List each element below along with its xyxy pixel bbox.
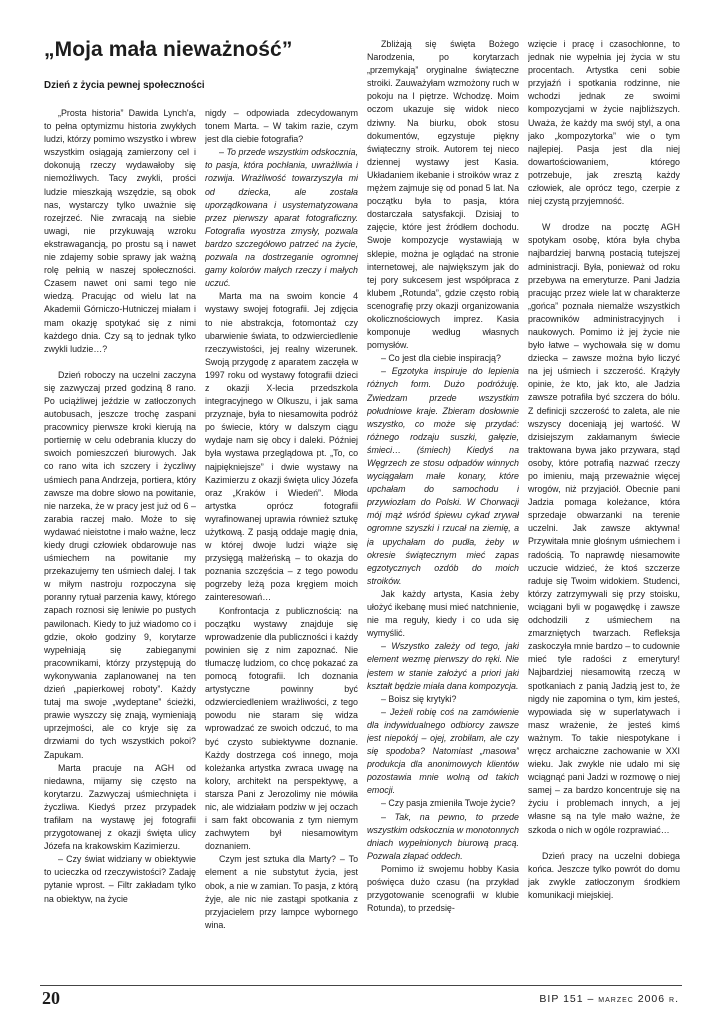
paragraph: nigdy – odpowiada zdecydowanym tonem Marta. – W takim razie, czym jest dla ciebie fotografia?	[205, 108, 358, 145]
paragraph: Zbliżają się święta Bożego Narodzenia, po korytarzach „przemykają” oryginalne świąteczne stroiki. Zauważyłam wzmożony ruch w pokoju na I piętrze. Wchodzę. Moim oczom ukazuje się widok nieco dziwny. Na biurku, obok stosu dokumentów, egzystuje piękny świąteczny stroik. Autorem tej nieco dziennej wystawy jest Kasia. Układaniem ikebanie i stroików wraz z mężem zajmuje się od ponad 5 lat. Na początku była to pasja, która dostarczała satysfakcji. Dzisiaj to zajęcie, które jest źródłem dochodu. Swoje kompozycje wystawiają w sklepie, można je oglądać na stronie internetowej, ale największym jak do tej pory sukcesem jest współpraca z klubem „Rotunda”, gdzie często robią scenografię przy okazji organizowania okolicznościowych imprez. Kasia komponuje według własnych pomysłów.	[367, 39, 519, 351]
text-column-4	[528, 38, 680, 971]
article-title: „Moja mała nieważność”	[44, 38, 293, 61]
paragraph: – Boisz się krytyki?	[381, 693, 457, 704]
article-subtitle: Dzień z życia pewnej społeczności	[44, 80, 205, 91]
paragraph: Jak każdy artysta, Kasia żeby ułożyć ikebanę musi mieć natchnienie, nie ma reguły, kiedy i co uda się wymyślić.	[367, 588, 519, 639]
paragraph: Pomimo iż swojemu hobby Kasia poświęca dużo czasu (na przykład przygotowanie scenografii w klubie Rotunda), to przedsię-	[367, 863, 519, 914]
paragraph: – Czy pasja zmieniła Twoje życie?	[381, 798, 516, 809]
paragraph: – Tak, na pewno, to przede wszystkim odskocznia w monotonnych dniach wypełnionych biurową pracą. Pozwala złapać oddech.	[367, 811, 519, 861]
footer-rule	[40, 985, 682, 986]
text-column-1	[44, 107, 196, 971]
paragraph: – To przede wszystkim odskocznia, to pasja, która pochłania, uwrażliwia i rozwija. Wrażliwość towarzyszyła mi od dziecka, ale została uporządkowana i usystematyzowana przez pierwszy aparat fotograficzny. Fotografia wyostrza zmysły, pozwala bardzo szczegółowo patrzeć na życie, pozwala na dostrzeganie ogromnej gamy kolorów małych rzeczy i małych uczuć.	[205, 147, 358, 289]
page-number: 20	[42, 988, 60, 1008]
paragraph: W drodze na pocztę AGH spotykam osobę, która była chyba najbardziej barwną postacią tutejszej administracji. Była, ponieważ od roku przebywa na emeryturze. Pani Jadzia pracując przez wiele lat w charakterze „gońca” poznała niemalże wszystkich pracowników administracyjnych i naukowych. Pomimo iż jej życie nie było łatwe – wychowała się w domu dziecka – zawsze można było liczyć na jej uśmiech i szczerość. Krążyły opinie, że kto, jak kto, ale Jadzia zawsze potrafiła być szczera do bólu. Z definicji szczerość to zaleta, ale nie wszyscy doceniają jej wartość. W dzisiejszym zakłamanym świecie traktowana bywa jako przywara, stąd osoby, które potrafią nazwać rzeczy po imieniu, mają przeważnie więcej wrogów, niż przyjaciół. Obecnie pani Jadzia pomaga koleżance, która sprzedaje obwarzanki na terenie uczelni. Jak zawsze aktywna! Przywitała mnie głośnym uśmiechem i radością. To naprawdę niesamowite uczucie widzieć, że ktoś szczerze raduje się Twoim widokiem. Studenci, którzy zatrzymywali się przy stoisku, wciągani byli w pogawędkę i zawsze odchodzili z uśmiechem na zmarzniętych twarzach. Refleksja zaskoczyła mnie bardzo – to cudownie mieć tyle radości z emerytury! Najbardziej niesamowitą rzeczą w spotkaniach z panią Jadzią jest to, że nigdy nie zapomina o tym, kim jesteś, wypowiada się w superlatywach i masz wrażenie, że jesteś kimś ważnym. To takie niespotykane i wręcz archaiczne zachowanie w XXI wieku. Jak zwykle nie udało mi się wciągnąć pani Jadzi w rozmowę o niej samej – za bardzo koncentruje się na życiu i problemach innych, a jej własne są na tyle mało ważne, że szkoda o nich w ogóle rozprawiać…	[528, 222, 680, 835]
paragraph: – Co jest dla ciebie inspiracją?	[381, 353, 501, 364]
paragraph: wzięcie i pracę i czasochłonne, to jednak nie wypełnia jej życia w stu procentach. Artystka ceni sobie przyjaźń i spotkania rodzinne, nie wchodzi jednak ze swoimi kompozycjami w życie najbliższych. Uważa, że każdy ma swój styl, a ona jako „kompozytorka” wie o tym najlepiej. Pasja jest dla niej dowartościowaniem, którego potrzebuje, jak zresztą każdy człowiek, ale oprócz tego, czerpie z niej czystą przyjemność.	[528, 39, 680, 207]
text-column-2	[205, 107, 358, 971]
paragraph: Dzień roboczy na uczelni zaczyna się zazwyczaj przed godziną 8 rano. Po uciążliwej jeździe w zatłoczonych autobusach, jeszcze trochę zaspani pracownicy pierwsze kroki kierują na portiernię w celu odebrania kluczy do swoich pomieszczeń biurowych. Jak co rano wita ich szczery i życzliwy uśmiech pana Andrzeja, portiera, który zawsze ma dobre słowo na powitanie, nie narzeka, że w pracy jest już od 6 – zarabia raczej mało. Może to się wydawać nieistotne i mało ważne, lecz kiedy drugi człowiek obdarowuje nas uśmiechem na powitanie my przekazujemy ten uśmiech dalej. I tak w miłym nastroju rozpoczyna się poranny rytuał parzenia kawy, którego zapach roznosi się leniwie po pustych pawilonach. Kiedy to już wiadomo co i gdzie, około godziny 9, korytarze wypełniają się zabieganymi pracownikami, którzy przystępują do wykonywania zaplanowanej na ten dzień „papierkowej roboty”. Każdy tutaj ma swoje „wydeptane” ścieżki, prawie wyszczy się znają, wymieniają uprzejmości, ale co kryje się za drzwiami do tych wszystkich pokoi? Zapukam.	[44, 369, 196, 760]
paragraph: Czym jest sztuka dla Marty? – To element a nie substytut życia, jest obok, a nie w zamian. To pasja, z którą żyje, ale nic nie zastąpi spotkania z przyjacielem przy lampce wybornego wina.	[205, 854, 358, 930]
text-column-3	[367, 38, 519, 971]
paragraph: – Czy świat widziany w obiektywie to ucieczka od rzeczywistości? Zadaję pytanie wprost. – Filtr zakładam tylko na obiektyw, na życie	[44, 854, 196, 904]
paragraph: – Jeżeli robię coś na zamówienie dla indywidualnego odbiorcy zawsze jest niepokój – ojej, zrobiłam, ale czy się spodoba? Natomiast „masowa” produkcja dla anonimowych klientów pozostawia mnie wolną od takich emocji.	[367, 706, 519, 796]
footer-publication: BIP 151 – marzec 2006 r.	[539, 993, 679, 1005]
paragraph: – Egzotyka inspiruje do lepienia różnych form. Dużo podróżuję. Zwiedzam przede wszystkim południowe kraje. Zbieram dosłownie wszystko, co może się przydać: różnego rodzaju suszki, gałęzie, śmieci… (śmiech) Kiedyś na Węgrzech ze stosu odpadów winnych wyciągałam małe konary, które upchałam do samochodu i przywiozłam do Polski. W Chorwacji mój mąż wśród śpiewu cykad zrywał ogromne szyszki i rzucał na ziemię, a ja upychałam do pudła, żeby w okresie świątecznym mieć zapas egzotycznych ozdób do moich stroików.	[367, 366, 519, 586]
paragraph: „Prosta historia” Dawida Lynch'a, to pełna optymizmu historia zwykłych ludzi, którzy pomimo wszystko i wbrew wszystkim osiągają zamierzony cel i dokonują rzeczy wydawałoby się niemożliwych. Tacy zwykli, prości ludzie mieszkają wszędzie, są obok nas, wystarczy tylko uważnie się rozejrzeć. Nie zwracają na siebie uwagi, nie przykuwają wzroku ekstrawagancją, po prostu są i nawet nie zdajemy sobie sprawy jak ważną rolę pełnią w naszej społeczności. Czasem nawet oni sami tego nie wiedzą. Pracując od wielu lat na Akademii Górniczo-Hutniczej miałam i mam okazję spotykać się z nimi każdego dnia. Czy są to jednak tylko zwykli ludzie…?	[44, 108, 196, 354]
paragraph: Marta ma na swoim koncie 4 wystawy swojej fotografii. Jej zdjęcia to nie abstrakcja, fotomontaż czy ubarwienie świata, to odzwierciedlenie rzeczywistości, jej realny wizerunek. Swoją przygodę z aparatem zaczęła w 1997 roku od wystawy fotografii dzieci z okazji X-lecia przedszkola integracyjnego w Olkuszu, i jak sama przyznaje, była to niesamowita podróż po świecie, który w dalszym ciągu wydaje nam się obcy i daleki. Później była wystawa przeglądowa pt. „To, co najpiękniejsze” i dwie wystawy na Kazimierzu z okazji święta ulicy Józefa oraz „Kraków i Wiedeń”. Młoda artystka oprócz fotografii wyrafinowanej uprawia również sztukę użytkową. Z pasją oddaje magię dnia, w której dwoje ludzi wiąże się przysięgą małżeńską – to okazja do poznania szczęścia – z tego powodu pogrzeby leżą poza kręgiem moich zainteresowań…	[205, 291, 358, 603]
paragraph: Dzień pracy na uczelni dobiega końca. Jeszcze tylko powrót do domu jak zwykle zatłoczonym środkiem komunikacji miejskiej.	[528, 850, 680, 900]
paragraph: Marta pracuje na AGH od niedawna, mijamy się często na korytarzu. Zazwyczaj uśmiechnięta i życzliwa. Kiedyś przez przypadek trafiłam na wystawę jej fotografii przygotowanej z okazji święta ulicy Józefa na krakowskim Kazimierzu.	[44, 762, 196, 852]
paragraph: – Wszystko zależy od tego, jaki element wezmę pierwszy do ręki. Nie jestem w stanie założyć a priori jaki kształt będzie miała dana kompozycja.	[367, 641, 519, 691]
paragraph: Konfrontacja z publicznością: na początku wystawy znajduje się wprowadzenie dla publiczności i każdy powinien się z nim zapoznać. Nie tłumaczę ludziom, co chcę pokazać za pomocą fotografii. Ich doznania artystyczne powinny być odzwierciedleniem wrażliwości, z tego powodu nie staram się widza wprowadzać ze swoich odczuć, to ma być czysto subiektywne doznanie. Każdy dostrzega coś innego, moja koleżanka artystka zwraca uwagę na kolory, architekt na perspektywę, a starsza Pani z Jerozolimy nie mówiła nic, ale widziałam podziw w jej oczach i sam fakt obcowania z tym niemym zachwytem był niesamowitym doznaniem.	[205, 605, 358, 852]
